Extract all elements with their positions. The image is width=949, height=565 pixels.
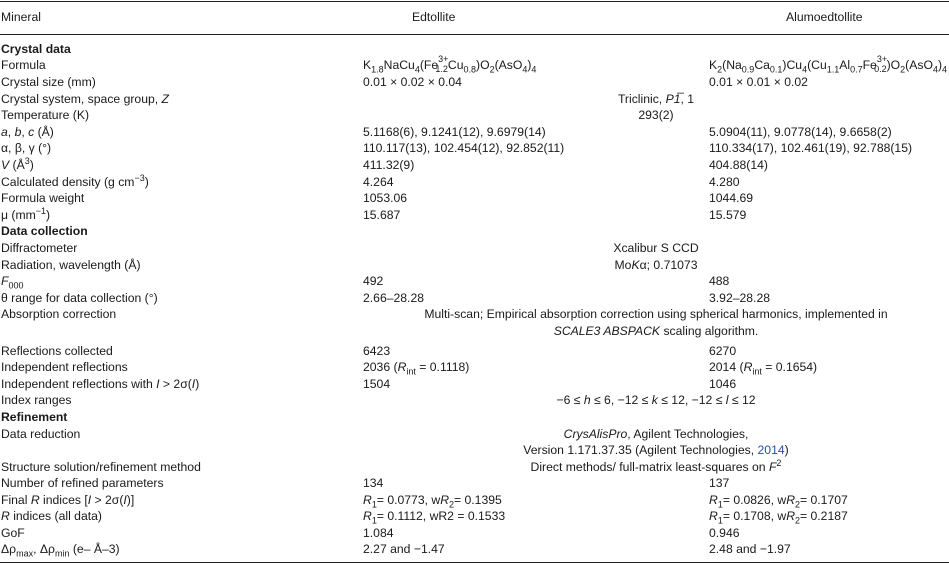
row-index-label: Index ranges bbox=[1, 393, 72, 407]
row-f000-label: $F_{000}$ bbox=[1, 274, 24, 291]
row-formula-label: Formula bbox=[1, 58, 46, 72]
edtollite-size: 0.01 × 0.02 × 0.04 bbox=[363, 75, 462, 89]
row-params-label: Number of refined parameters bbox=[1, 476, 164, 490]
alumoedtollite-weight: 1044.69 bbox=[709, 191, 754, 205]
row-absorption-label: Absorption correction bbox=[1, 307, 117, 321]
shared-solution: Direct methods/ full-matrix least-squares on $F^2$ bbox=[530, 457, 782, 474]
alumoedtollite-formula: $K_2(Na_{0.9}Ca_{0.1})Cu_4(Cu_{1.1}Al_{0.7}Fe^{3+}_{0.2})O_2(AsO_4)_4$ bbox=[709, 53, 948, 75]
edtollite-final-r: $R_1= 0.0773$, $wR_2= 0.1395$ bbox=[363, 493, 502, 510]
row-volume-label: V $(Å^3)$ bbox=[1, 155, 34, 172]
alumoedtollite-reflections: 6270 bbox=[709, 344, 737, 358]
row-independent-label: Independent reflections bbox=[1, 360, 128, 374]
edtollite-density: 4.264 bbox=[363, 175, 394, 189]
row-radiation-label: Radiation, wavelength (Å) bbox=[1, 258, 141, 272]
header-mineral: Mineral bbox=[1, 10, 41, 24]
row-angles-label: α, β, γ (°) bbox=[1, 141, 52, 155]
edtollite-all-r: $R_1= 0.1112$, wR2 = 0.1533 bbox=[363, 509, 506, 526]
edtollite-angles: 110.117(13), 102.454(12), 92.852(11) bbox=[363, 141, 565, 155]
alumoedtollite-theta: 3.92–28.28 bbox=[709, 291, 770, 305]
shared-radiation: MoKα; 0.71073 bbox=[614, 258, 698, 272]
alumoedtollite-volume: 404.88(14) bbox=[709, 158, 768, 172]
row-final-r-label: Final R indices [I > 2σ(I)] bbox=[1, 493, 135, 507]
row-gof-label: GoF bbox=[1, 526, 25, 540]
shared-diffractometer: Xcalibur S CCD bbox=[613, 241, 699, 255]
shared-temperature: 293(2) bbox=[638, 108, 674, 122]
alumoedtollite-independent: 2014 $(R_{int} = 0.1654)$ bbox=[709, 360, 818, 377]
row-all-r-label: R indices (all data) bbox=[1, 509, 102, 523]
table-bottom-rule bbox=[0, 562, 949, 563]
header-alumoedtollite: Alumoedtollite bbox=[786, 10, 863, 24]
edtollite-delta-rho: 2.27 and −1.47 bbox=[363, 542, 445, 556]
header-edtollite: Edtollite bbox=[412, 10, 456, 24]
edtollite-theta: 2.66–28.28 bbox=[363, 291, 424, 305]
header-rule bbox=[0, 34, 949, 35]
row-cell-label: a, b, c (Å) bbox=[1, 125, 54, 139]
row-indep-i-label: Independent reflections with I > 2σ(I) bbox=[1, 377, 200, 391]
alumoedtollite-cell: 5.0904(11), 9.0778(14), 9.6658(2) bbox=[709, 125, 892, 139]
edtollite-independent: 2036 $(R_{int} = 0.1118)$ bbox=[363, 360, 470, 377]
edtollite-gof: 1.084 bbox=[363, 526, 394, 540]
edtollite-formula: $K_{1.8}NaCu_4(Fe^{3+}_{1.2}Cu_{0.8})O_2(AsO_4)_4$ bbox=[363, 53, 537, 75]
row-reduction-label: Data reduction bbox=[1, 427, 81, 441]
row-density-label: Calculated density (g $cm^{-3}$) bbox=[1, 172, 149, 189]
row-temperature-label: Temperature (K) bbox=[1, 108, 90, 122]
alumoedtollite-indep-i: 1046 bbox=[709, 377, 737, 391]
row-solution-label: Structure solution/refinement method bbox=[1, 460, 201, 474]
edtollite-reflections: 6423 bbox=[363, 344, 391, 358]
row-mu-label: μ $(mm^{-1})$ bbox=[1, 205, 51, 222]
row-diffractometer-label: Diffractometer bbox=[1, 241, 78, 255]
row-reflections-label: Reflections collected bbox=[1, 344, 113, 358]
alumoedtollite-size: 0.01 × 0.01 × 0.02 bbox=[709, 75, 808, 89]
alumoedtollite-gof: 0.946 bbox=[709, 526, 740, 540]
alumoedtollite-delta-rho: 2.48 and −1.97 bbox=[709, 542, 791, 556]
row-system-label: Crystal system, space group, Z bbox=[1, 92, 169, 106]
edtollite-cell: 5.1168(6), 9.1241(12), 9.6979(14) bbox=[363, 125, 546, 139]
shared-reduction-line2: Version 1.171.37.35 (Agilent Technologies, 2014) bbox=[523, 443, 789, 457]
citation-link[interactable]: 2014 bbox=[757, 443, 785, 457]
edtollite-params: 134 bbox=[363, 476, 384, 490]
row-theta-label: θ range for data collection (°) bbox=[1, 291, 158, 305]
alumoedtollite-f000: 488 bbox=[709, 274, 730, 288]
alumoedtollite-all-r: $R_1= 0.1708$, $wR_2= 0.2187$ bbox=[709, 509, 848, 526]
row-size-label: Crystal size (mm) bbox=[1, 75, 96, 89]
alumoedtollite-params: 137 bbox=[709, 476, 730, 490]
shared-absorption-line1: Multi-scan; Empirical absorption correction using spherical harmonics, implemented in bbox=[424, 307, 888, 321]
edtollite-weight: 1053.06 bbox=[363, 191, 408, 205]
edtollite-volume: 411.32(9) bbox=[363, 158, 415, 172]
row-weight-label: Formula weight bbox=[1, 191, 85, 205]
section-data-collection: Data collection bbox=[1, 224, 88, 238]
shared-index-ranges: −6 ≤ h ≤ 6, −12 ≤ k ≤ 12, −12 ≤ l ≤ 12 bbox=[556, 393, 756, 407]
edtollite-f000: 492 bbox=[363, 274, 384, 288]
section-crystal-data: Crystal data bbox=[1, 42, 71, 56]
alumoedtollite-mu: 15.579 bbox=[709, 208, 747, 222]
alumoedtollite-density: 4.280 bbox=[709, 175, 740, 189]
alumoedtollite-final-r: $R_1= 0.0826$, $wR_2= 0.1707$ bbox=[709, 493, 848, 510]
section-refinement: Refinement bbox=[1, 410, 68, 424]
edtollite-mu: 15.687 bbox=[363, 208, 401, 222]
shared-absorption-line2: SCALE3 ABSPACK scaling algorithm. bbox=[553, 324, 759, 338]
alumoedtollite-angles: 110.334(17), 102.461(19), 92.788(15) bbox=[709, 141, 913, 155]
row-delta-rho-label: $\Delta\rho_{max}$, $\Delta\rho_{min}$ (e– Å–3) bbox=[1, 542, 120, 559]
shared-reduction-line1: CrysAlisPro, Agilent Technologies, bbox=[563, 427, 749, 441]
shared-system: Triclinic, P1̅, 1 bbox=[617, 92, 695, 106]
table-top-rule bbox=[0, 1, 949, 2]
edtollite-indep-i: 1504 bbox=[363, 377, 391, 391]
